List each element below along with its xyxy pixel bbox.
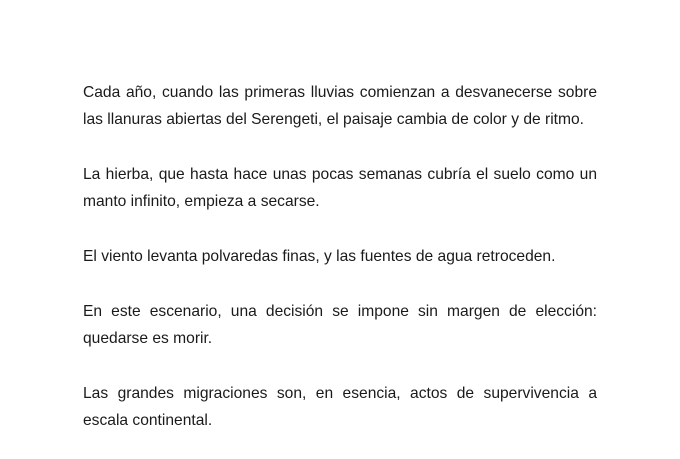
paragraph-3 xyxy=(83,243,597,270)
paragraph-2 xyxy=(83,161,597,215)
paragraph-3-line-1: El viento levanta polvaredas finas, y las fuentes de agua retroceden. xyxy=(83,248,556,265)
paragraph-1-line-2: las llanuras abiertas del Serengeti, el paisaje cambia de color y de ritmo. xyxy=(83,111,584,128)
paragraph-2-line-1: La hierba, que hasta hace unas pocas semanas cubría el suelo como un xyxy=(83,166,597,183)
paragraph-5 xyxy=(83,380,597,434)
paragraph-1-line-1: Cada año, cuando las primeras lluvias comienzan a desvanecerse sobre xyxy=(83,84,597,101)
paragraph-4 xyxy=(83,298,597,352)
paragraph-2-line-2: manto infinito, empieza a secarse. xyxy=(83,193,320,210)
paragraph-4-line-2: quedarse es morir. xyxy=(83,330,213,347)
paragraph-5-line-2: escala continental. xyxy=(83,412,213,429)
document-body xyxy=(83,79,597,459)
paragraph-1 xyxy=(83,79,597,133)
paragraph-4-line-1: En este escenario, una decisión se impone sin margen de elección: xyxy=(83,303,597,320)
paragraph-5-line-1: Las grandes migraciones son, en esencia, actos de supervivencia a xyxy=(83,385,597,402)
